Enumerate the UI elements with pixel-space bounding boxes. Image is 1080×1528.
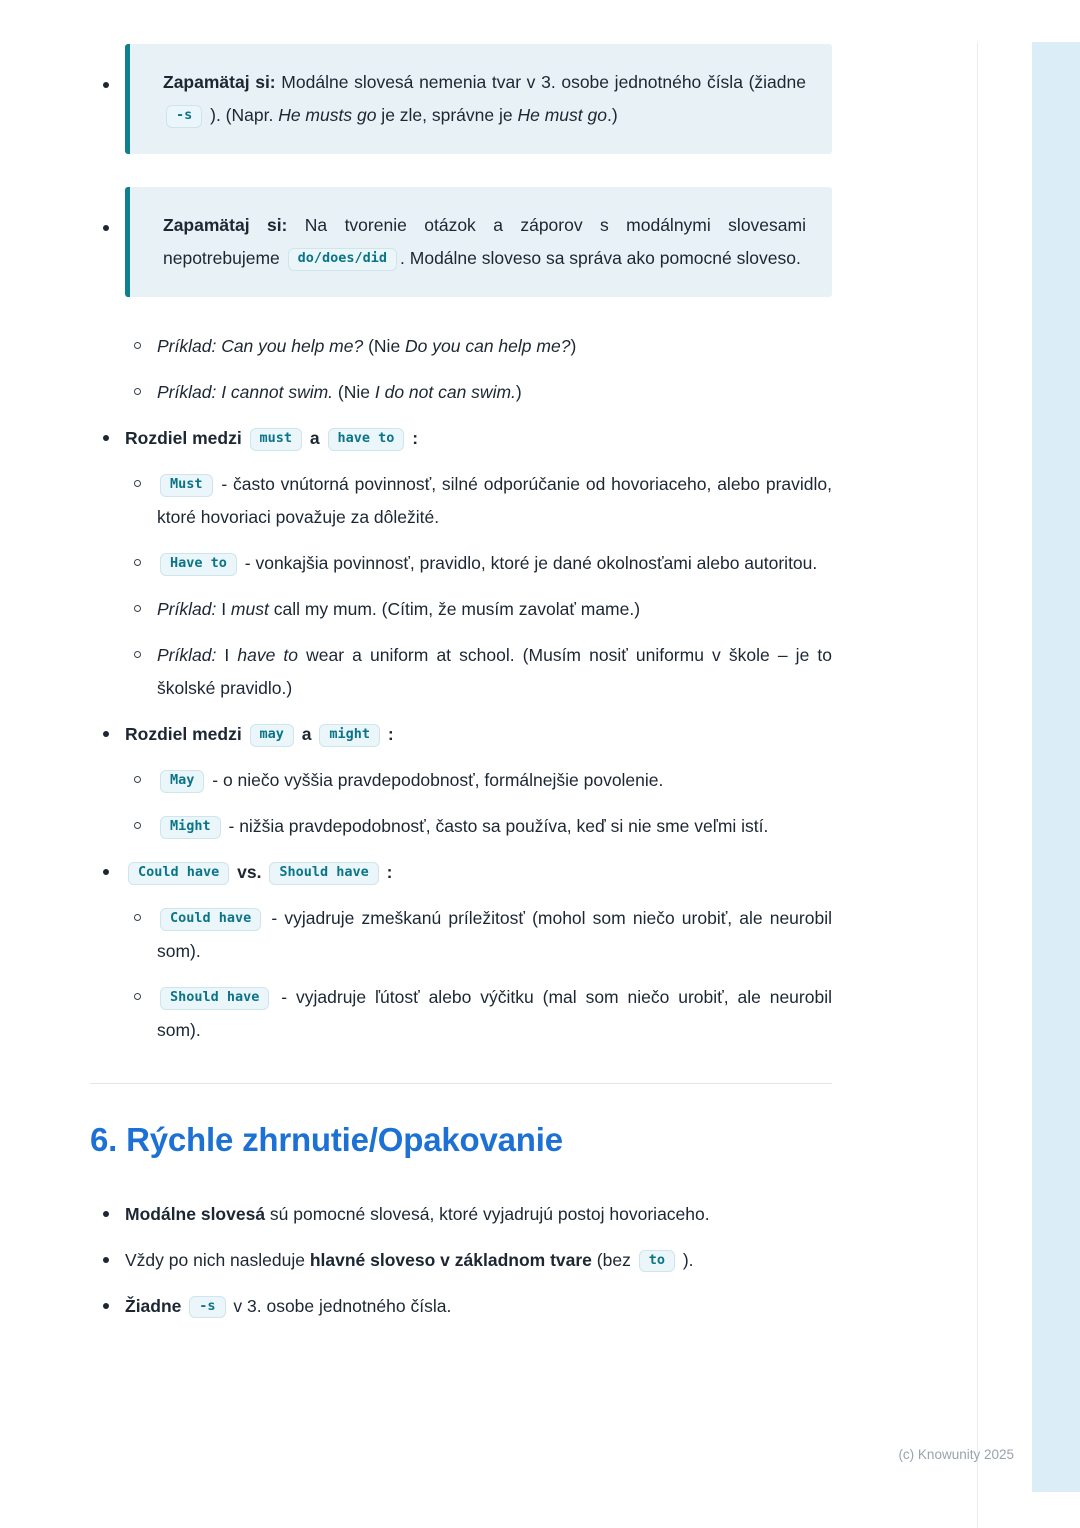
code-chip: to [639,1250,675,1273]
callout-text: Zapamätaj si: Na tvorenie otázok a záporov s modálnymi slovesami nepotrebujeme do/does/did . Modálne sloveso sa správa ako pomocné sloveso. [163,209,806,275]
section-heading: 6. Rýchle zhrnutie/Opakovanie [90,1121,563,1158]
bullet-icon [103,435,109,441]
list-item-text: Could have vs. Should have : [125,862,392,882]
callout-text: Zapamätaj si: Modálne slovesá nemenia tvar v 3. osobe jednotného čísla (žiadne -s ). (Napr. He musts go je zle, správne je He must go.) [163,66,806,132]
code-chip: -s [189,1296,225,1319]
code-chip: -s [166,105,202,128]
circle-bullet-icon [134,605,141,612]
callout-list-item [90,44,832,154]
list-item-text: Príklad: I have to wear a uniform at school. (Musím nosiť uniformu v škole – je to školské pravidlo.) [157,645,832,698]
remember-callout-questions-negatives [125,187,832,297]
code-chip: Must [160,474,213,497]
circle-bullet-icon [134,822,141,829]
circle-bullet-icon [134,342,141,349]
list-item-example [90,330,832,363]
circle-bullet-icon [134,480,141,487]
bullet-icon [103,225,109,231]
summary-list [90,1198,832,1323]
section-divider [90,1083,832,1084]
list-item-text: Modálne slovesá sú pomocné slovesá, ktoré vyjadrujú postoj hovoriaceho. [125,1203,710,1224]
remember-callout-third-person [125,44,832,154]
callout-list-item [90,187,832,297]
list-item [90,902,832,968]
circle-bullet-icon [134,388,141,395]
circle-bullet-icon [134,776,141,783]
topic-group-may-might [90,718,832,843]
bullet-icon [103,1257,109,1263]
code-chip: may [250,724,294,747]
list-item [90,810,832,843]
list-item [90,547,832,580]
list-item-example [90,376,832,409]
list-item-lead [90,718,832,751]
list-item-text: Rozdiel medzi must a have to : [125,428,418,448]
circle-bullet-icon [134,914,141,921]
topic-group-could-should-have [90,856,832,1047]
code-chip: Could have [128,862,229,885]
page-right-divider [977,42,978,1528]
list-item-text: Should have - vyjadruje ľútosť alebo výčitku (mal som niečo urobiť, ale neurobil som). [157,987,832,1040]
list-item [90,981,832,1047]
list-item [90,593,832,626]
copyright-footer: (c) Knowunity 2025 [898,1447,1014,1462]
list-item [90,639,832,705]
list-item-summary [90,1198,832,1231]
bullet-icon [103,869,109,875]
document-content [90,44,832,1336]
right-margin-strip [1032,42,1080,1492]
list-item-text: Must - často vnútorná povinnosť, silné odporúčanie od hovoriaceho, alebo pravidlo, ktoré hovoriaci považuje za dôležité. [157,474,832,527]
code-chip: Should have [269,862,378,885]
topic-group-must-have-to [90,422,832,705]
list-item-text: Could have - vyjadruje zmeškanú príležitosť (mohol som niečo urobiť, ale neurobil som). [157,908,832,961]
code-chip: Could have [160,908,261,931]
examples-list [90,330,832,409]
list-item-summary [90,1244,832,1277]
bullet-icon [103,82,109,88]
bullet-icon [103,731,109,737]
list-item-text: Might - nižšia pravdepodobnosť, často sa používa, keď si nie sme veľmi istí. [157,816,768,836]
list-item [90,468,832,534]
bullet-icon [103,1211,109,1217]
list-item-text: Príklad: Can you help me? (Nie Do you can help me?) [157,336,577,356]
circle-bullet-icon [134,559,141,566]
list-item-summary [90,1290,832,1323]
bullet-icon [103,1303,109,1309]
list-item-text: Príklad: I cannot swim. (Nie I do not can swim.) [157,382,522,402]
code-chip: May [160,770,204,793]
code-chip: must [250,428,303,451]
list-item-text: Vždy po nich nasleduje hlavné sloveso v základnom tvare (bez to ). [125,1250,694,1270]
code-chip: have to [328,428,405,451]
code-chip: Have to [160,553,237,576]
list-item-text: Rozdiel medzi may a might : [125,724,394,744]
circle-bullet-icon [134,993,141,1000]
code-chip: might [319,724,380,747]
code-chip: do/does/did [288,248,397,271]
list-item-text: Príklad: I must call my mum. (Cítim, že musím zavolať mame.) [157,599,641,619]
code-chip: Should have [160,987,269,1010]
list-item-lead [90,856,832,889]
list-item-lead [90,422,832,455]
list-item-text: Have to - vonkajšia povinnosť, pravidlo, ktoré je dané okolnosťami alebo autoritou. [157,553,817,573]
circle-bullet-icon [134,651,141,658]
list-item [90,764,832,797]
list-item-text: May - o niečo vyššia pravdepodobnosť, formálnejšie povolenie. [157,770,663,790]
list-item-text: Žiadne -s v 3. osobe jednotného čísla. [125,1296,451,1316]
code-chip: Might [160,816,221,839]
